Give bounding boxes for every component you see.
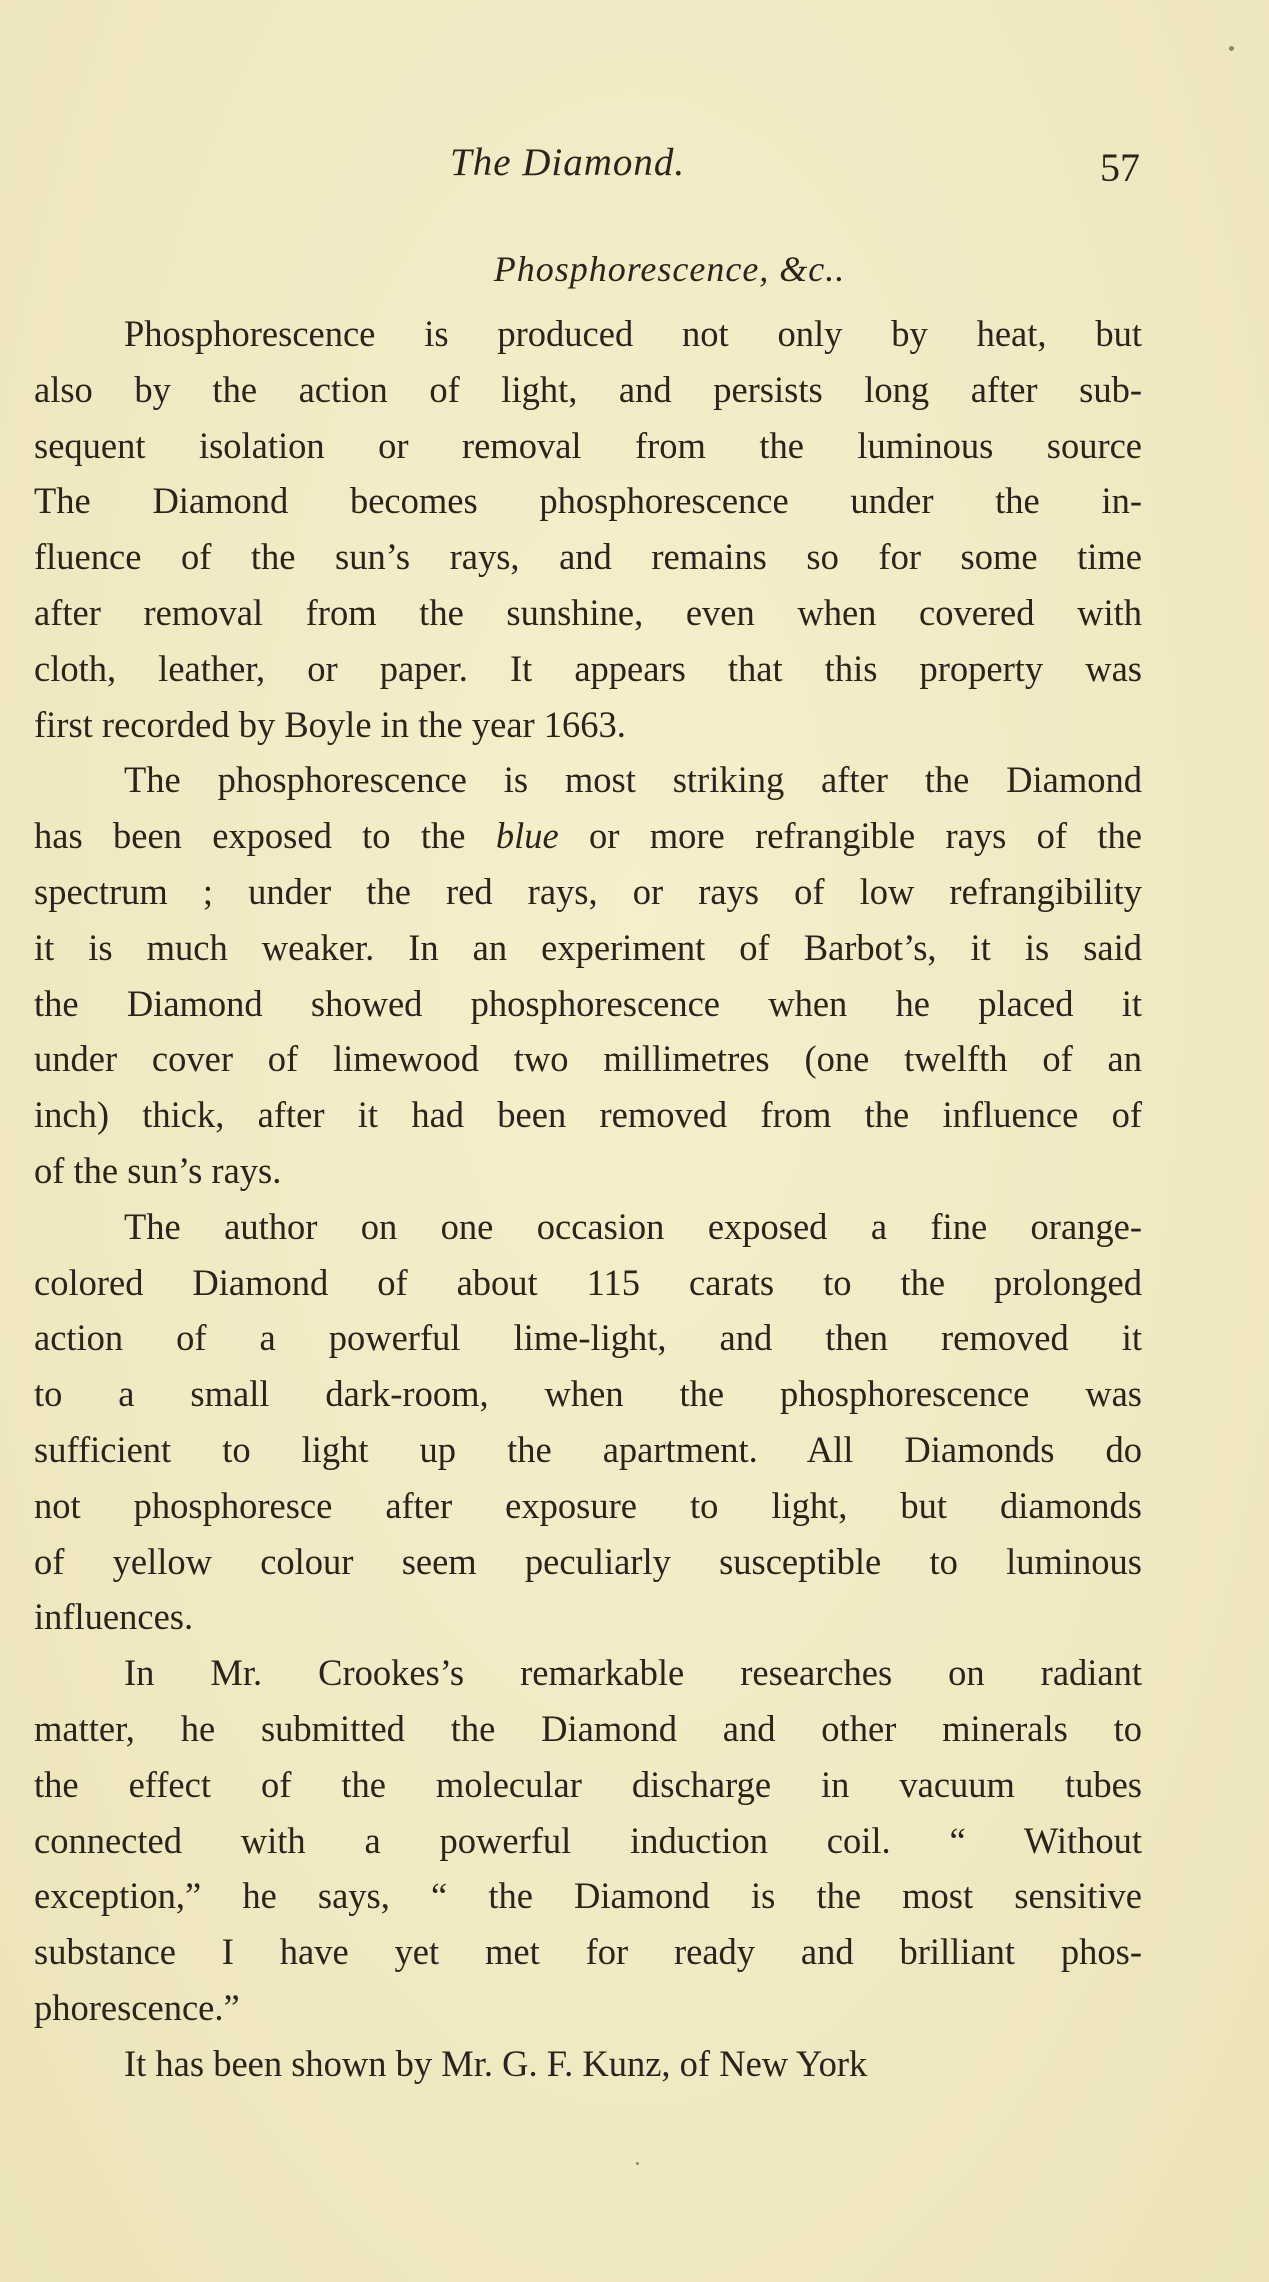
page-speck xyxy=(1229,46,1234,51)
text-line: of the sun’s rays. xyxy=(34,1149,282,1191)
text-line: matter, he submitted the Diamond and other minerals to xyxy=(34,1707,1142,1749)
paragraph xyxy=(34,306,1142,752)
paragraph xyxy=(34,752,1142,1198)
text-line: also by the action of light, and persists long after sub- xyxy=(34,368,1142,410)
text-line: the Diamond showed phosphorescence when he placed it xyxy=(34,982,1142,1024)
page-header xyxy=(450,140,1159,200)
text-line: to a small dark-room, when the phosphorescence was xyxy=(34,1373,1142,1415)
text-line: fluence of the sun’s rays, and remains so for some time xyxy=(34,536,1142,578)
text-line: first recorded by Boyle in the year 1663. xyxy=(34,703,626,745)
text-line: connected with a powerful induction coil. “ Without xyxy=(34,1819,1142,1861)
text-line: influences. xyxy=(34,1596,194,1638)
text-line: phorescence.” xyxy=(34,1986,240,2028)
text-line: The author on one occasion exposed a fine orange- xyxy=(124,1205,1142,1247)
paragraph xyxy=(34,1199,1142,1645)
page-number: 57 xyxy=(1100,145,1140,190)
running-title: The Diamond. xyxy=(450,141,686,184)
text-line: substance I have yet met for ready and brilliant phos- xyxy=(34,1931,1142,1973)
text-line: In Mr. Crookes’s remarkable researches on radiant xyxy=(124,1652,1142,1694)
paragraph xyxy=(34,1645,1142,2036)
section-heading: Phosphorescence, &c.. xyxy=(493,249,846,289)
text-line: The phosphorescence is most striking after the Diamond xyxy=(124,759,1142,801)
text-line xyxy=(34,808,1142,864)
text-line: inch) thick, after it had been removed from the influence of xyxy=(34,1094,1142,1136)
text-line: under cover of limewood two millimetres (one twelfth of an xyxy=(34,1038,1142,1080)
text-segment: has been exposed to the xyxy=(34,815,496,857)
text-line: The Diamond becomes phosphorescence under the in- xyxy=(34,480,1142,522)
text-line: Phosphorescence is produced not only by heat, but xyxy=(124,313,1142,354)
text-line: colored Diamond of about 115 carats to the prolonged xyxy=(34,1261,1142,1303)
text-line: of yellow colour seem peculiarly susceptible to luminous xyxy=(34,1540,1142,1582)
text-line: cloth, leather, or paper. It appears that this property was xyxy=(34,647,1142,689)
text-line: It has been shown by Mr. G. F. Kunz, of New York xyxy=(124,2042,868,2084)
emphasized-word: blue xyxy=(495,815,559,857)
text-line: sufficient to light up the apartment. All Diamonds do xyxy=(34,1428,1142,1470)
text-line: not phosphoresce after exposure to light, but diamonds xyxy=(34,1484,1142,1526)
text-segment: or more refrangible rays of the xyxy=(558,815,1142,857)
paragraph xyxy=(34,2036,1142,2092)
text-line: action of a powerful lime-light, and then removed it xyxy=(34,1317,1142,1359)
body-text xyxy=(34,306,1142,2092)
page-speck xyxy=(636,2162,639,2165)
text-line: spectrum ; under the red rays, or rays of low refrangibility xyxy=(34,870,1142,912)
text-line: after removal from the sunshine, even when covered with xyxy=(34,591,1142,633)
text-line: exception,” he says, “ the Diamond is the most sensitive xyxy=(34,1875,1142,1917)
text-line: the effect of the molecular discharge in vacuum tubes xyxy=(34,1763,1142,1805)
text-line: it is much weaker. In an experiment of Barbot’s, it is said xyxy=(34,926,1142,968)
text-line: sequent isolation or removal from the luminous source xyxy=(34,424,1142,466)
